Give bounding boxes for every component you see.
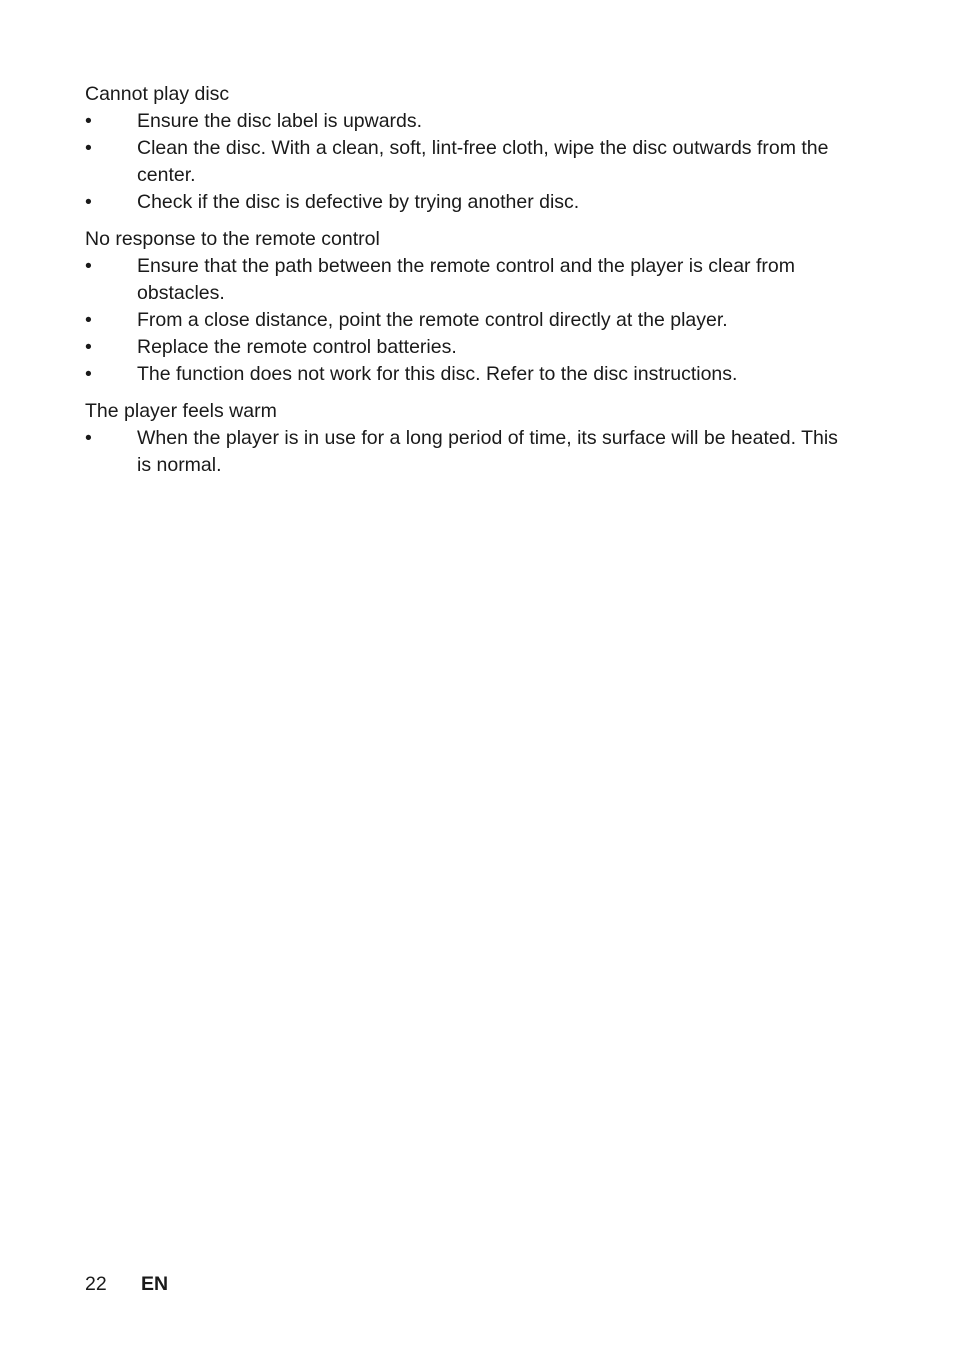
troubleshooting-content <box>85 81 845 489</box>
bullet-list <box>85 108 845 216</box>
bullet-icon: • <box>85 363 92 385</box>
list-item-text: Check if the disc is defective by trying another disc. <box>137 191 580 213</box>
bullet-icon: • <box>85 336 92 358</box>
list-item <box>85 108 845 135</box>
bullet-icon: • <box>85 137 92 159</box>
list-item-text: From a close distance, point the remote control directly at the player. <box>137 309 728 331</box>
section-heading: No response to the remote control <box>85 228 380 250</box>
language-code: EN <box>141 1273 169 1295</box>
list-item <box>85 253 845 307</box>
list-item <box>85 334 845 361</box>
list-item <box>85 189 845 216</box>
bullet-icon: • <box>85 309 92 331</box>
page-footer <box>85 1271 168 1298</box>
bullet-list <box>85 425 845 479</box>
list-item <box>85 307 845 334</box>
list-item-text: Replace the remote control batteries. <box>137 336 457 358</box>
bullet-icon: • <box>85 191 92 213</box>
list-item-text: Ensure that the path between the remote control and the player is clear from obstacles. <box>137 255 795 304</box>
list-item-text: Clean the disc. With a clean, soft, lint-free cloth, wipe the disc outwards from the center. <box>137 137 829 186</box>
list-item <box>85 135 845 189</box>
section-player-feels-warm <box>85 398 845 479</box>
bullet-icon: • <box>85 255 92 277</box>
list-item-text: Ensure the disc label is upwards. <box>137 110 423 132</box>
bullet-icon: • <box>85 110 92 132</box>
section-cannot-play-disc <box>85 81 845 216</box>
section-heading: The player feels warm <box>85 400 277 422</box>
section-no-response-remote <box>85 226 845 388</box>
bullet-icon: • <box>85 427 92 449</box>
bullet-list <box>85 253 845 388</box>
list-item-text: When the player is in use for a long period of time, its surface will be heated. This is normal. <box>137 427 838 476</box>
list-item-text: The function does not work for this disc. Refer to the disc instructions. <box>137 363 738 385</box>
page-number: 22 <box>85 1273 107 1295</box>
list-item <box>85 361 845 388</box>
list-item <box>85 425 845 479</box>
section-heading: Cannot play disc <box>85 83 230 105</box>
